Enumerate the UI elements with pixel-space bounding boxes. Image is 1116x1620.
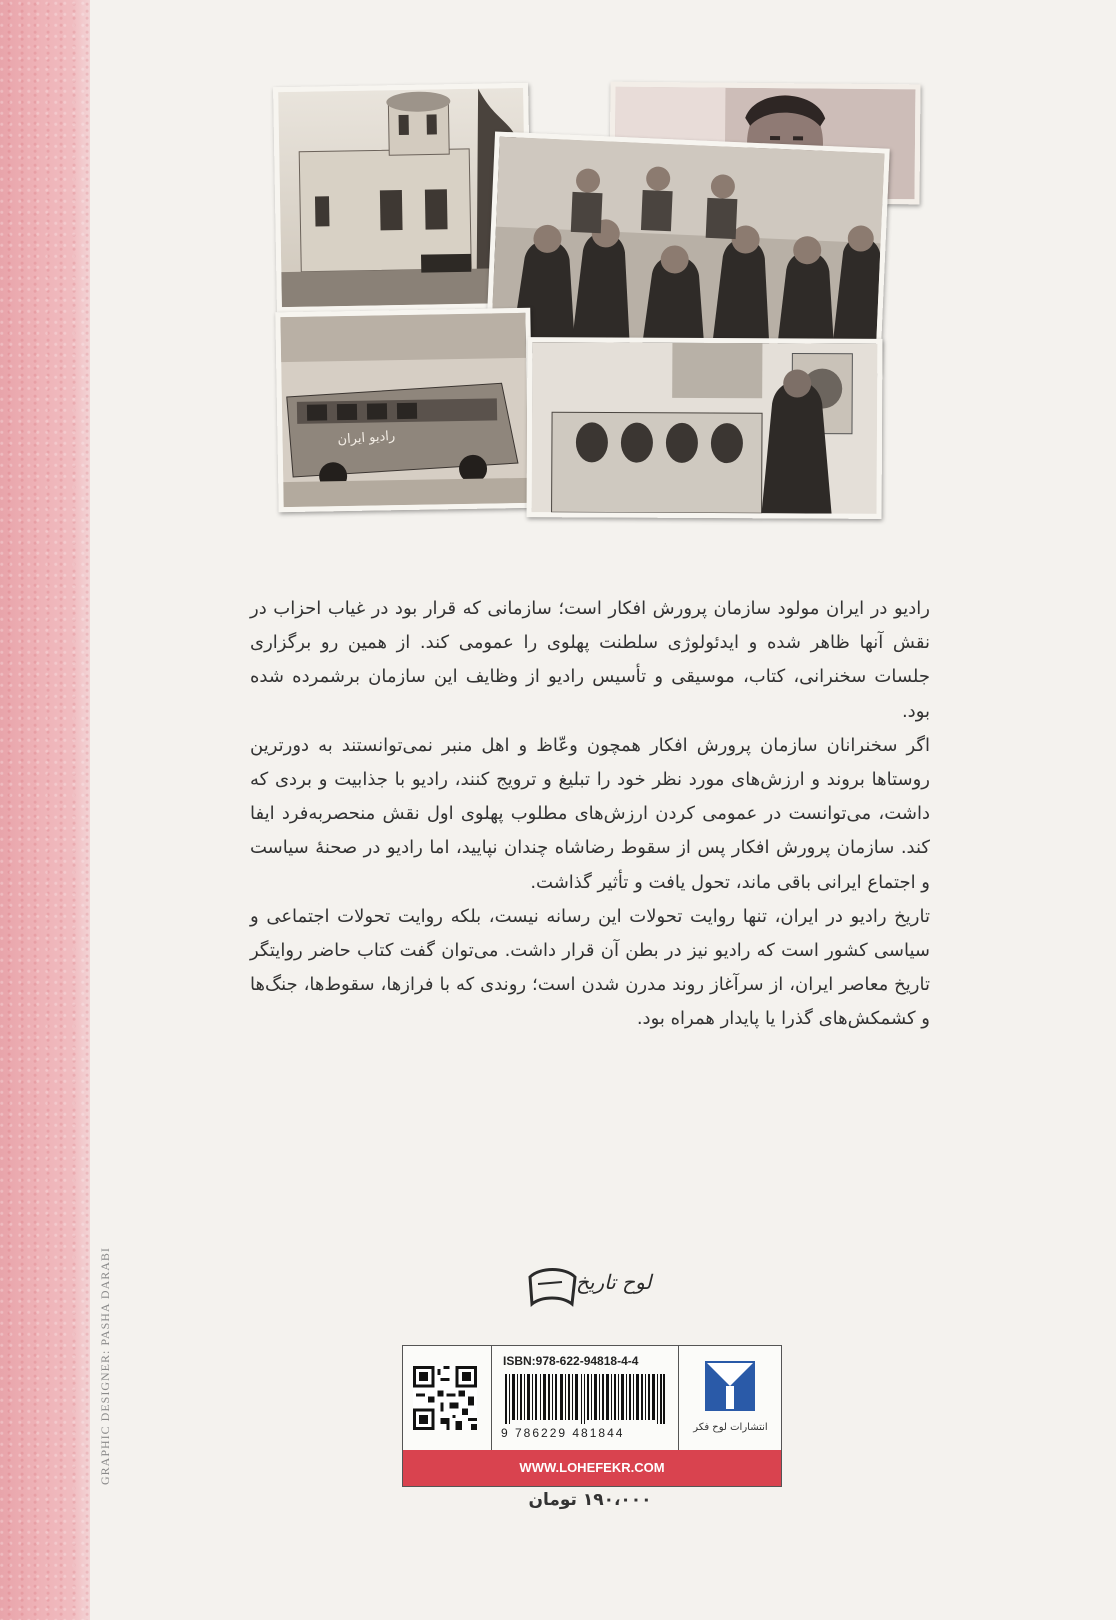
barcode-icon	[505, 1374, 665, 1424]
qr-cell	[403, 1346, 492, 1450]
radio-iran-sign: رادیو ایران	[337, 428, 396, 448]
series-logo	[520, 1262, 660, 1312]
publication-info-box	[402, 1345, 782, 1487]
publisher-name: انتشارات لوح فکر	[693, 1422, 768, 1433]
designer-credit: GRAPHIC DESIGNER: PASHA DARABI	[98, 1247, 112, 1485]
website-link[interactable]: WWW.LOHEFEKR.COM	[403, 1450, 781, 1486]
series-logo-text: لوح تاریخ	[576, 1270, 652, 1294]
description-paragraph: تاریخ رادیو در ایران، تنها روایت تحولات این رسانه نیست، بلکه روایت تحولات اجتماعی و سیاسی کشور است که رادیو نیز در بطن آن قرار داشت. می‌توان گفت کتاب حاضر روایتگر تاریخ معاصر ایران، از سرآغاز روند مدرن شدن است؛ روندی که با فرازها، سقوط‌ها، جنگ‌ها و کشمکش‌های گذرا یا پایدار همراه بود.	[250, 905, 930, 1030]
description-paragraph: اگر سخنرانان سازمان پرورش افکار همچون وعّاظ و اهل منبر نمی‌توانستند به دورترین روستاها بروند و ارزش‌های مورد نظر خود را تبلیغ و ترویج کنند، رادیو با جذابیت و بردی که داشت، می‌توانست در عمومی کردن ارزش‌های مطلوب پهلوی اول نقش منحصربه‌فرد ایفا کند. سازمان پرورش افکار پس از سقوط رضاشاه چندان نپایید، اما رادیو در صحنهٔ سیاست و اجتماع ایرانی باقی ماند، تحول یافت و تأثیر گذاشت.	[250, 734, 930, 893]
spine-strip	[0, 0, 90, 1620]
studio-photo	[527, 337, 883, 519]
publisher-cell	[680, 1346, 781, 1450]
description-paragraph: رادیو در ایران مولود سازمان پرورش افکار است؛ سازمانی که قرار بود در غیاب احزاب در نقش آنها ظاهر شده و ایدئولوژی سلطنت پهلوی را عمومی کند. از همین رو برگزاری جلسات سخنرانی، کتاب، موسیقی و تأسیس رادیو از وظایف این سازمان برشمرده شده بود.	[250, 598, 930, 722]
qr-code-icon[interactable]	[413, 1366, 477, 1430]
barcode-digits: 9 786229 481844	[501, 1426, 625, 1440]
photo-collage	[275, 85, 935, 535]
book-description	[250, 592, 930, 1037]
isbn-cell	[493, 1346, 679, 1450]
publisher-logo-icon	[704, 1360, 756, 1412]
spine-texture	[0, 0, 90, 1620]
price: ۱۹۰،۰۰۰ تومان	[528, 1490, 652, 1510]
radio-bus-photo	[275, 308, 533, 512]
isbn-number: ISBN:978-622-94818-4-4	[503, 1354, 639, 1368]
